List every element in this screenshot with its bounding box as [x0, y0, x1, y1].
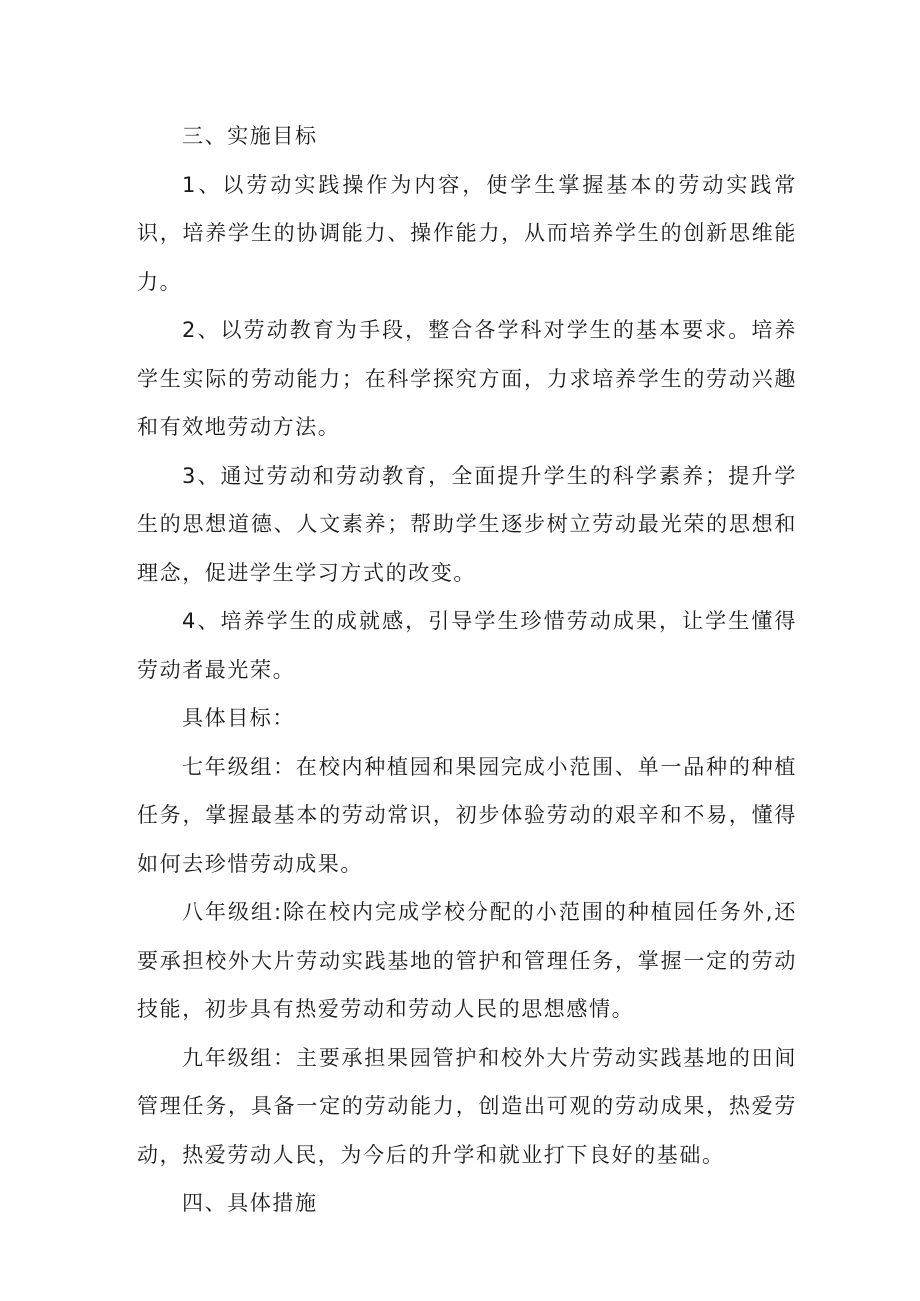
specific-goals-heading: 具体目标： [182, 706, 295, 730]
goal-item-4: 4、培养学生的成就感，引导学生珍惜劳动成果，让学生懂得劳动者最光荣。 [137, 609, 797, 682]
section-heading-specific-measures: 四、具体措施 [182, 1191, 318, 1215]
goal-item-2: 2、以劳动教育为手段，整合各学科对学生的基本要求。培养学生实际的劳动能力；在科学探究方面，力求培养学生的劳动兴趣和有效地劳动方法。 [137, 318, 797, 439]
grade-7-goal: 七年级组：在校内种植园和果园完成小范围、单一品种的种植任务，掌握最基本的劳动常识，初步体验劳动的艰辛和不易，懂得如何去珍惜劳动成果。 [137, 754, 797, 876]
grade-8-goal: 八年级组:除在校内完成学校分配的小范围的种植园任务外,还要承担校外大片劳动实践基地的管护和管理任务，掌握一定的劳动技能，初步具有热爱劳动和劳动人民的思想感情。 [137, 900, 797, 1021]
document-body [137, 112, 797, 1228]
grade-9-goal: 九年级组：主要承担果园管护和校外大片劳动实践基地的田间管理任务，具备一定的劳动能力，创造出可观的劳动成果，热爱劳动，热爱劳动人民，为今后的升学和就业打下良好的基础。 [137, 1045, 797, 1167]
goal-item-3: 3、通过劳动和劳动教育，全面提升学生的科学素养；提升学生的思想道德、人文素养；帮助学生逐步树立劳动最光荣的思想和理念，促进学生学习方式的改变。 [137, 463, 797, 585]
goal-item-1: 1、以劳动实践操作为内容，使学生掌握基本的劳动实践常识，培养学生的协调能力、操作能力，从而培养学生的创新思维能力。 [137, 172, 797, 294]
section-heading-implementation-goals: 三、实施目标 [182, 124, 318, 148]
